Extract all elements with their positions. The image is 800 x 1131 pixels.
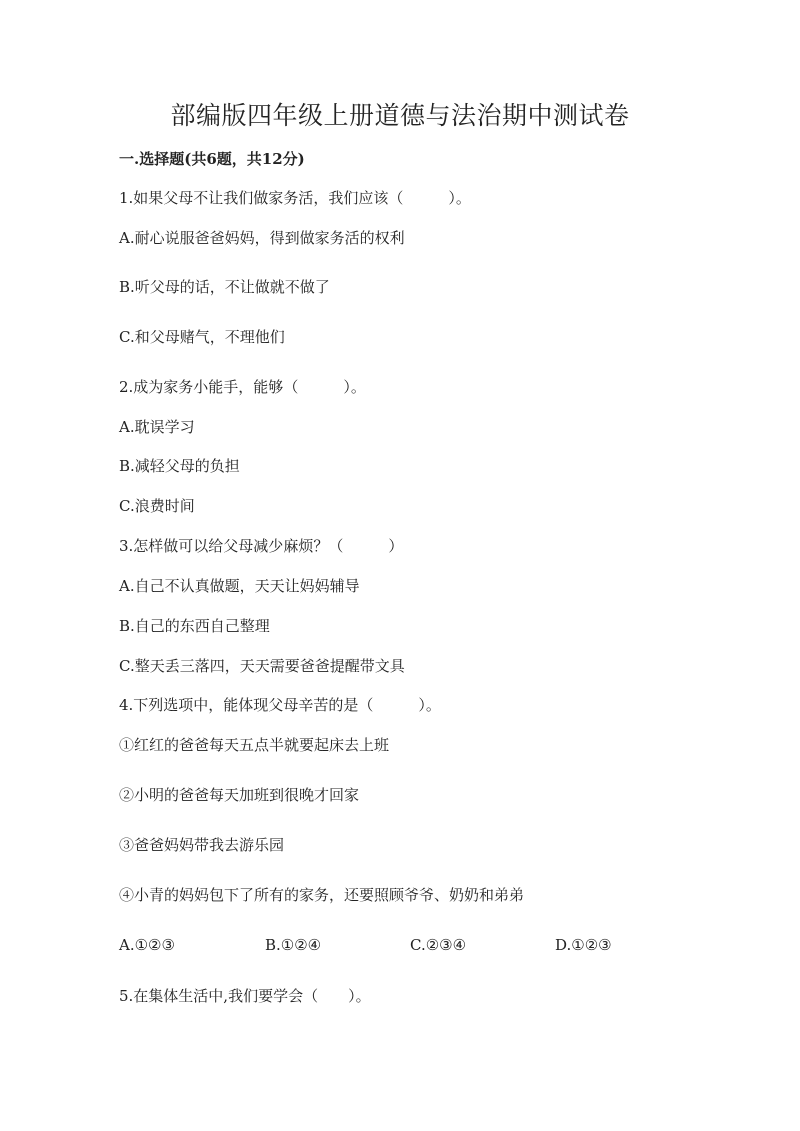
question-4-statement-1: ①红红的爸爸每天五点半就要起床去上班: [119, 736, 390, 754]
question-4-option-d: D.①②③: [555, 936, 612, 954]
question-5-stem: 5.在集体生活中,我们要学会（ ）。: [119, 987, 371, 1005]
question-1-option-a: A.耐心说服爸爸妈妈，得到做家务活的权利: [119, 229, 405, 247]
question-2-option-a: A.耽误学习: [119, 418, 195, 436]
question-4-stem: 4.下列选项中，能体现父母辛苦的是（ ）。: [119, 696, 441, 714]
question-4-statement-2: ②小明的爸爸每天加班到很晚才回家: [119, 786, 360, 804]
question-4-option-b: B.①②④: [265, 936, 322, 954]
question-4-statement-3: ③爸爸妈妈带我去游乐园: [119, 836, 285, 854]
question-3-option-b: B.自己的东西自己整理: [119, 617, 270, 635]
page-title: 部编版四年级上册道德与法治期中测试卷: [170, 101, 630, 130]
section-heading: 一.选择题(共6题，共12分): [119, 150, 305, 168]
question-1-option-b: B.听父母的话，不让做就不做了: [119, 278, 330, 296]
question-2-option-c: C.浪费时间: [119, 497, 195, 515]
question-4-statement-4: ④小青的妈妈包下了所有的家务，还要照顾爷爷、奶奶和弟弟: [119, 886, 525, 904]
question-2-option-b: B.减轻父母的负担: [119, 457, 240, 475]
question-1-option-c: C.和父母赌气，不理他们: [119, 328, 285, 346]
question-3-option-c: C.整天丢三落四，天天需要爸爸提醒带文具: [119, 657, 405, 675]
question-1-stem: 1.如果父母不让我们做家务活，我们应该（ ）。: [119, 189, 471, 207]
question-2-stem: 2.成为家务小能手，能够（ ）。: [119, 378, 366, 396]
question-3-option-a: A.自己不认真做题，天天让妈妈辅导: [119, 577, 360, 595]
question-4-option-c: C.②③④: [410, 936, 467, 954]
question-3-stem: 3.怎样做可以给父母减少麻烦？（ ）: [119, 537, 404, 555]
question-4-option-a: A.①②③: [119, 936, 175, 954]
